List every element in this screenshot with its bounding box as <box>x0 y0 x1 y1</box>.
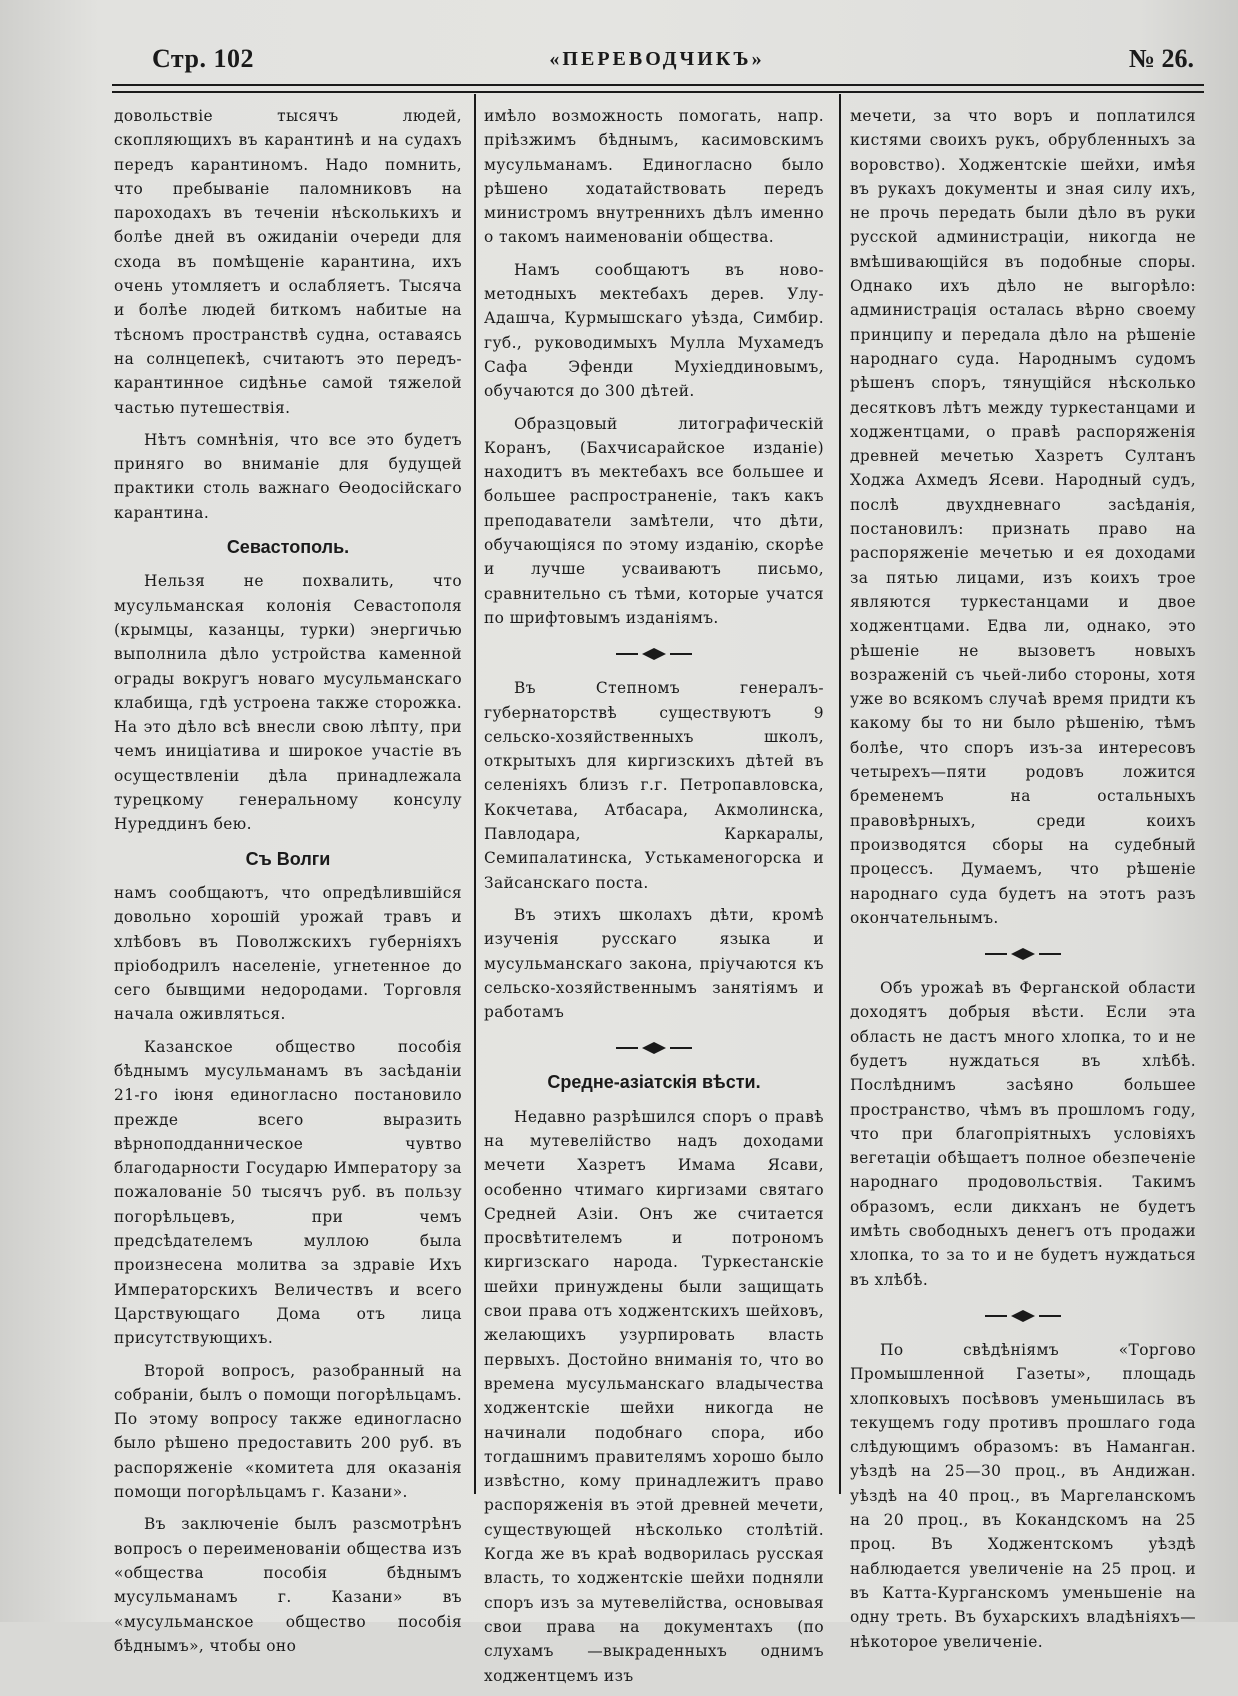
issue-number: № 26. <box>1128 44 1194 73</box>
article-paragraph: Въ этихъ школахъ дѣти, кромѣ изученія русскаго языка и мусульманскаго закона, пріучаются къ сельско-хозяйственнымъ занятіямъ и работамъ <box>484 905 824 1022</box>
article-paragraph: Образцовый литографическій Коранъ, (Бахчисарайское изданіе) находитъ въ мектебахъ все большее и большее распространеніе, такъ какъ преподаватели замѣтели, что дѣти, обучающіяся по этому изданію, скорѣе и лучше усваиваютъ письмо, сравнительно съ тѣми, которые учатся по шрифтовымъ изданіямъ. <box>484 414 824 627</box>
section-heading: Средне-азіатскія вѣсти. <box>547 1072 761 1093</box>
column-1 <box>114 104 462 1666</box>
article-paragraph: имѣло возможность помогать, напр. пріѣзжимъ бѣднымъ, касимовскимъ мусульманамъ. Единогласно было рѣшено ходатайствовать передъ министромъ внутреннихъ дѣлъ именно о такомъ наименованіи общества. <box>484 107 824 247</box>
page-number: Стр. 102 <box>152 44 254 73</box>
article-paragraph: Объ урожаѣ въ Ферганской области доходятъ добрыя вѣсти. Если эта область не дастъ много хлопка, то и не будетъ нуждаться въ хлѣбѣ. Послѣднимъ засѣяно большее пространство, чѣмъ въ прошломъ году, что при благопріятныхъ условіяхъ вегетаціи обѣщаетъ полное обезпеченіе народнаго продовольствія. Такимъ образомъ, если дикханъ не будетъ имѣть свободныхъ денегъ отъ продажи хлопка, то за то и не будетъ нуждаться въ хлѣбѣ. <box>850 979 1196 1289</box>
section-ornament-icon <box>850 1306 1196 1320</box>
article-paragraph: намъ сообщаютъ, что опредѣлившійся довольно хорошій урожай травъ и хлѣбовъ въ Поволжскихъ губерніяхъ пріободрилъ населеніе, угнетенное до сего бывщими недородами. Торговля начала оживляться. <box>114 883 462 1024</box>
article-paragraph: Намъ сообщаютъ въ ново-методныхъ мектебахъ дерев. Улу-Адашча, Курмышскаго уѣзда, Симбир. губ., руководимыхъ Мулла Мухамедъ Сафа Эфенди Мухіеддиновымъ, обучаются до 300 дѣтей. <box>484 260 824 401</box>
article-paragraph: Въ заключеніе былъ разсмотрѣнъ вопросъ о переименованіи общества изъ «общества пособія бѣднымъ мусульманамъ г. Казани» въ «мусульманское общество пособія бѣднымъ», чтобы оно <box>114 1515 462 1655</box>
article-paragraph: Казанское общество пособія бѣднымъ мусульманамъ въ засѣданіи 21-го іюня единогласно постановило прежде всего выразить вѣрноподданническое чувтво благодарности Государю Императору за пожалованіе 50 тысячъ руб. въ пользу погорѣльцевъ, при чемъ предсѣдателемъ муллою была произнесена молитва за здравіе Ихъ Императорскихъ Величествъ и всего Царствующаго Дома отъ лица присутствующихъ. <box>114 1037 462 1348</box>
article-paragraph: довольствіе тысячъ людей, скопляющихъ въ карантинѣ и на судахъ передъ карантиномъ. Надо помнить, что пребываніе паломниковъ на пароходахъ въ теченіи нѣсколькихъ и болѣе дней въ ожиданіи очереди для схода въ помѣщеніе карантина, ихъ очень утомляетъ и ослабляетъ. Тысяча и болѣе людей биткомъ набитые на тѣсномъ пространствѣ судна, оставаясь на солнцепекѣ, считаютъ это передъ-карантинное сидѣнье самой тяжелой частью путешествія. <box>114 107 462 417</box>
column-2 <box>484 104 824 1696</box>
header-rule-bottom <box>112 91 1204 93</box>
article-paragraph: Второй вопросъ, разобранный на собраніи, былъ о помощи погорѣльцамъ. По этому вопросу также единогласно было рѣшено предоставить 200 руб. въ распоряженіе «комитета для оказанія помощи погорѣльцамъ г. Казани». <box>114 1361 462 1502</box>
section-ornament-icon <box>484 1038 824 1052</box>
page-header <box>112 40 1202 80</box>
header-rule-top <box>112 84 1204 86</box>
article-paragraph: Нѣтъ сомнѣнія, что все это будетъ приняго во вниманіе для будущей практики столь важнаго Ѳеодосійскаго карантина. <box>114 430 462 522</box>
section-ornament-icon <box>484 644 824 658</box>
article-paragraph: мечети, за что воръ и поплатился кистями своихъ рукъ, обрубленныхъ за воровство). Ходжентскіе шейхи, имѣя въ рукахъ документы и зная силу ихъ, не прочь передать были дѣло въ руки русской администраціи, никогда не вмѣшивающійся въ подобные споры. Однако ихъ дѣло не выгорѣло: администрація осталась вѣрно своему принципу и передала дѣло на рѣшеніе народнаго суда. Народнымъ судомъ рѣшенъ споръ, тянущійся нѣсколько десятковъ лѣтъ между туркестанцами и ходжентцами, о правѣ распоряженія древней мечетью Хазретъ Султанъ Ходжа Ахмедъ Ясеви. Народный судъ, послѣ двухдневнаго засѣданія, постановилъ: признать право на распоряженіе мечетью и ея доходами за пятью лицами, изъ коихъ трое являются туркестанцами и двое ходжентцами. Едва ли, однако, это рѣшеніе не вызоветъ новыхъ возраженій съ чьей-либо стороны, хотя уже во всякомъ случаѣ время придти къ какому бы то ни было рѣшенію, тѣмъ болѣе, что споръ изъ-за интересовъ четырехъ—пяти родовъ ложится бременемъ на остальныхъ правовѣрныхъ, среди коихъ производятся сборы на судебный процессъ. Думаемъ, что рѣшеніе народнаго суда будетъ на этотъ разъ окончательнымъ. <box>850 107 1196 927</box>
section-ornament-icon <box>850 944 1196 958</box>
section-heading: Севастополь. <box>226 537 350 558</box>
column-divider <box>839 94 841 1494</box>
article-paragraph: Нельзя не похвалить, что мусульманская колонія Севастополя (крымцы, казанцы, турки) энергичью выполнила дѣло устройства каменной ограды вокругъ новаго мусульманскаго клабища, гдѣ устроена также сторожка. На это дѣло всѣ внесли свою лѣпту, при чемъ иниціатива и широкое участіе въ осуществленіи дѣла принадлежала турецкому генеральному консулу Нуреддинъ бею. <box>114 572 462 834</box>
column-divider <box>474 94 476 1494</box>
article-paragraph: Недавно разрѣшился споръ о правѣ на мутевелійство надъ доходами мечети Хазретъ Имама Ясави, особенно чтимаго киргизами святаго Средней Азіи. Онъ же считается просвѣтителемъ и потрономъ киргизскаго народа. Туркестанскіе шейхи принуждены были защищать свои права отъ ходжентскихъ шейховъ, желающихъ узурпировать власть первыхъ. Достойно вниманія то, что во времена мусульманскаго владычества ходжентскіе шейхи никогда не начинали подобнаго спора, ибо тогдашнимъ правителямъ хорошо было извѣстно, кому принадлежитъ право распоряженія въ этой древней мечети, существующей нѣсколько столѣтій. Когда же въ краѣ водворилась русская власть, то ходжентскіе шейхи подняли споръ изъ за мутевелійства, основывая свои права на документахъ (по слухамъ —выкраденныхъ однимъ ходжентцемъ изъ <box>484 1107 824 1685</box>
column-3 <box>850 104 1196 1662</box>
article-paragraph: Въ Степномъ генералъ-губернаторствѣ существуютъ 9 сельско-хозяйственныхъ школъ, открытыхъ для киргизскихъ дѣтей въ селеніяхъ близъ г.г. Петропавловска, Кокчетава, Атбасара, Акмолинска, Павлодара, Каркаралы, Семипалатинска, Устькаменогорска и Зайсанскаго поста. <box>484 679 824 892</box>
section-heading: Съ Волги <box>245 848 331 869</box>
article-paragraph: По свѣдѣніямъ «Торгово Промышленной Газеты», площадь хлопковыхъ посѣвовъ уменьшилась въ текущемъ году противъ прошлаго года слѣдующимъ образомъ: въ Наманган. уѣздѣ на 25—30 проц., въ Андижан. уѣздѣ на 40 проц., въ Маргеланскомъ на 20 проц., въ Кокандскомъ на 25 проц. Въ Ходжентскомъ уѣздѣ наблюдается увеличеніе на 25 проц. и въ Катта-Курганскомъ уменьшеніе на одну треть. Въ бухарскихъ владѣніяхъ—нѣкоторое увеличеніе. <box>850 1340 1196 1651</box>
newspaper-title: «ПЕРЕВОДЧИКЪ» <box>549 48 765 70</box>
